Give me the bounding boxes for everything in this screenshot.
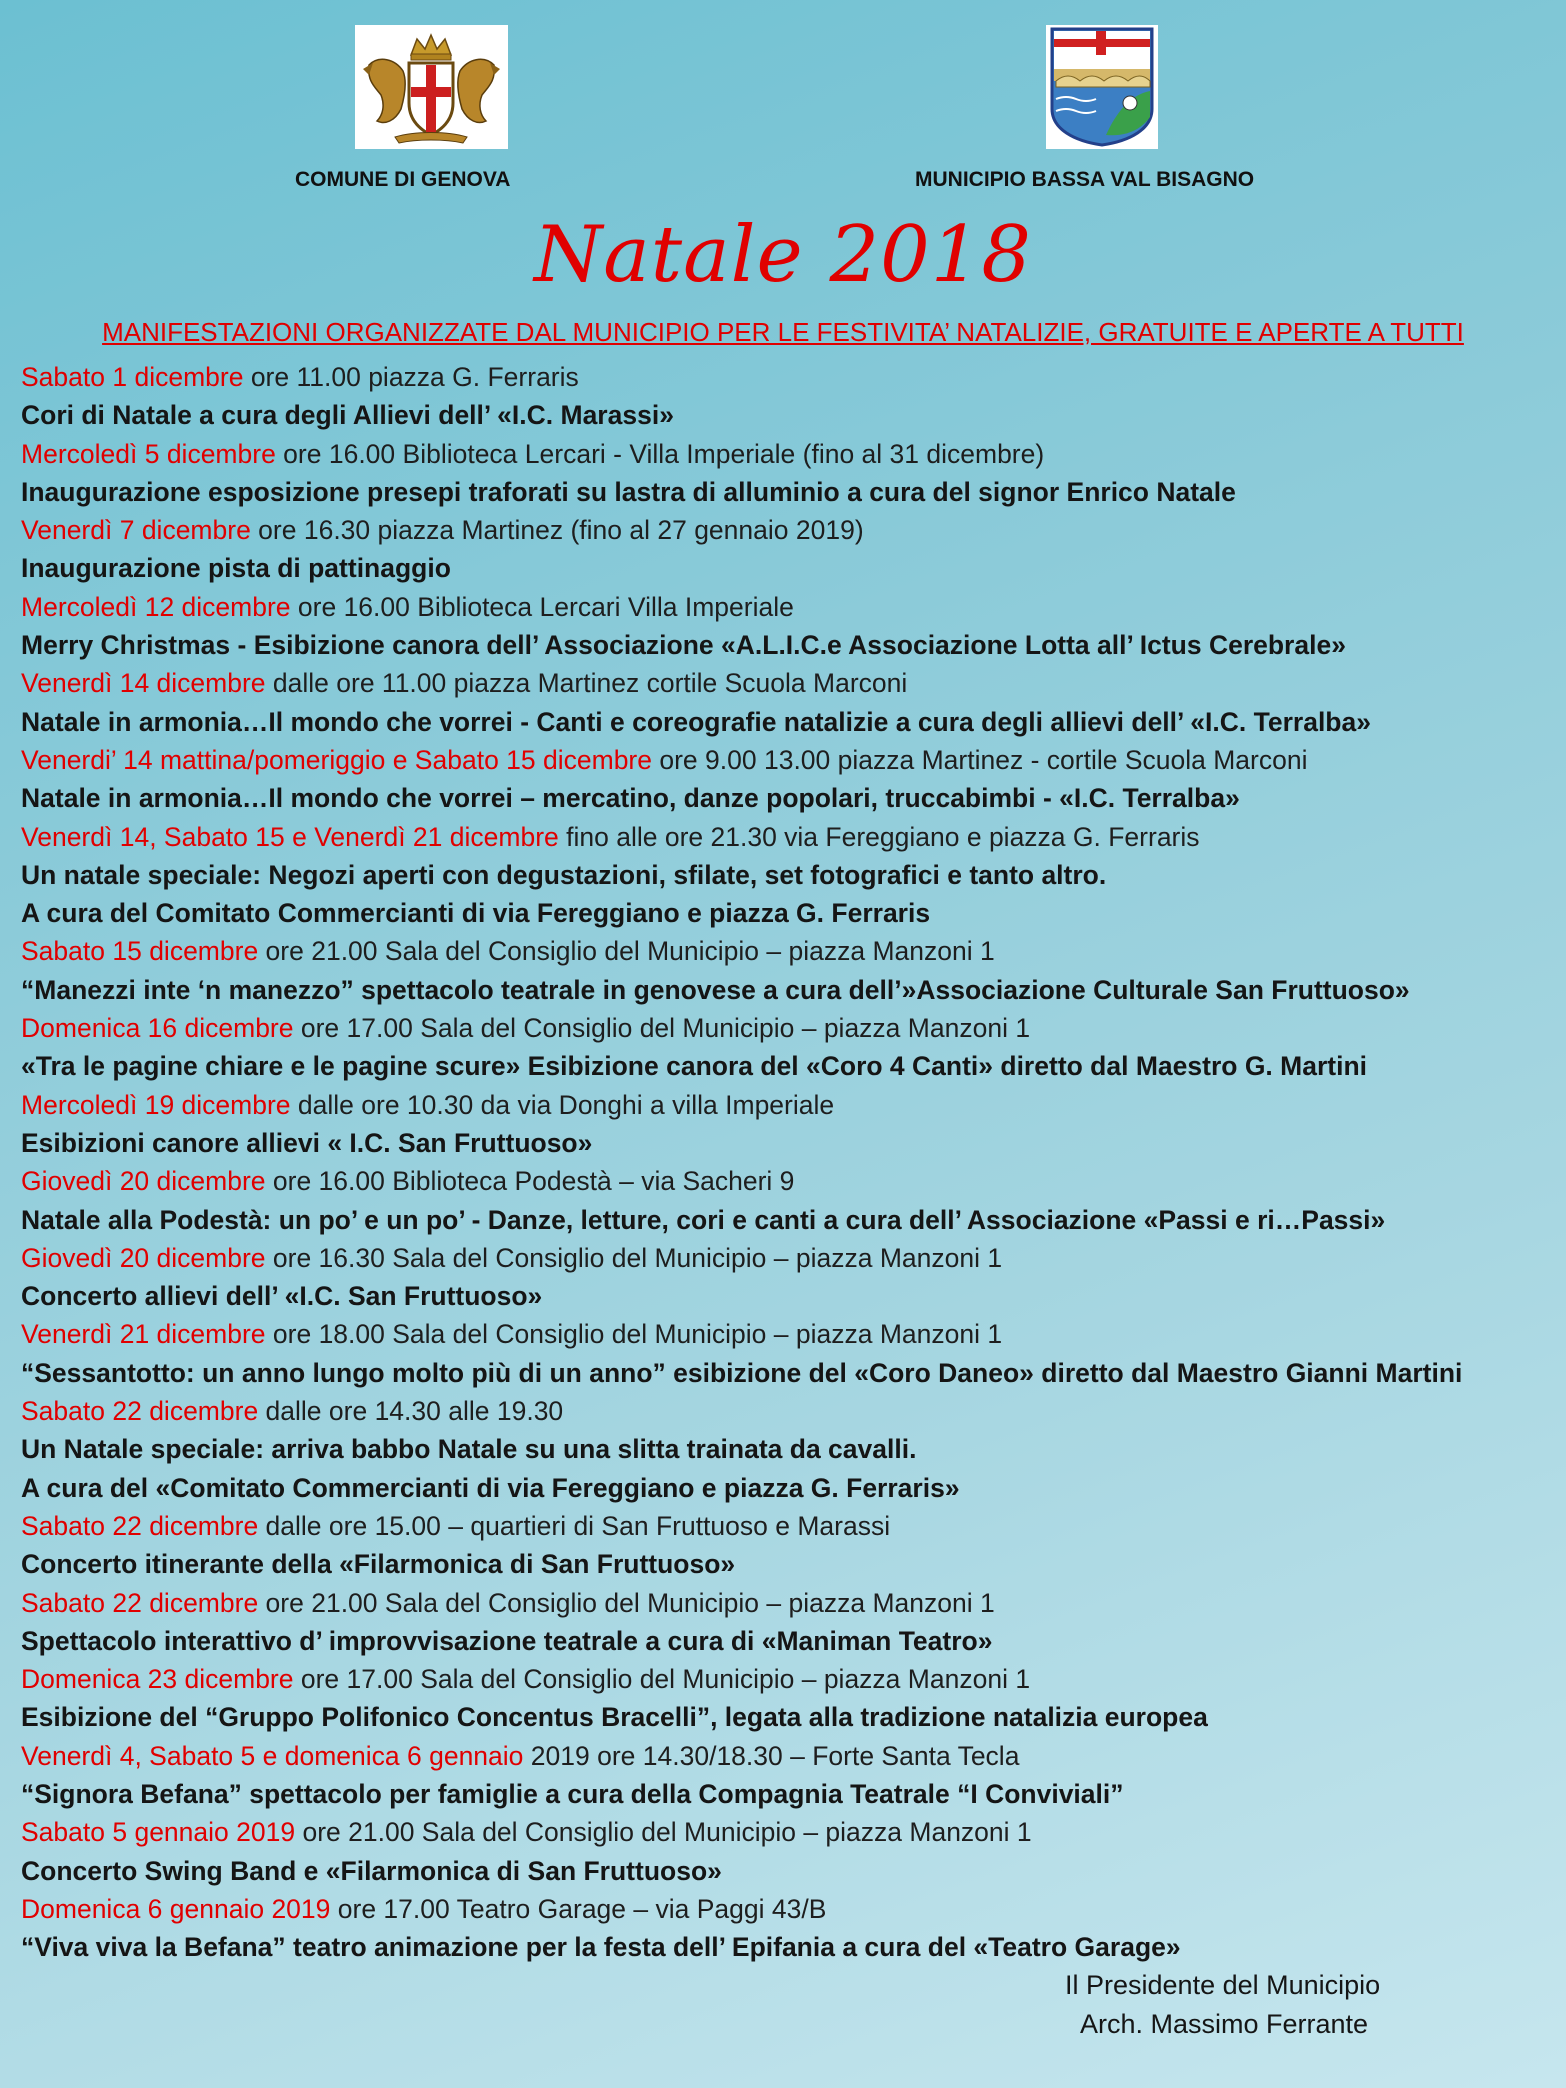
event-description: Natale in armonia…Il mondo che vorrei – mercatino, danze popolari, truccabimbi - «I.C. Terralba» — [21, 783, 1240, 814]
event-date: Sabato 22 dicembre — [21, 1396, 259, 1427]
event-date: Mercoledì 5 dicembre — [21, 438, 276, 469]
event-time-location: ore 16.00 Biblioteca Podestà – via Sacheri 9 — [265, 1166, 795, 1197]
event-time-location: ore 16.30 piazza Martinez (fino al 27 gennaio 2019) — [250, 515, 864, 546]
event-date: Sabato 15 dicembre — [21, 936, 259, 967]
event-time-location: dalle ore 10.30 da via Donghi a villa Imperiale — [290, 1089, 835, 1120]
event-description-continued: A cura del Comitato Commercianti di via Fereggiano e piazza G. Ferraris — [21, 898, 931, 929]
event-description: “Viva viva la Befana” teatro animazione per la festa dell’ Epifania a cura del «Teatro Garage» — [21, 1932, 1181, 1963]
event-time-location: ore 16.30 Sala del Consiglio del Municipio – piazza Manzoni 1 — [265, 1242, 1003, 1273]
comune-di-genova-label: COMUNE DI GENOVA — [295, 168, 511, 191]
event-time-location: ore 21.00 Sala del Consiglio del Municipio – piazza Manzoni 1 — [258, 936, 995, 967]
event-time-location: dalle ore 15.00 – quartieri di San Fruttuoso e Marassi — [258, 1510, 891, 1541]
event-time-location: ore 21.00 Sala del Consiglio del Municipio – piazza Manzoni 1 — [295, 1817, 1032, 1848]
event-description: Un Natale speciale: arriva babbo Natale su una slitta trainata da cavalli. — [21, 1434, 917, 1465]
event-date: Sabato 5 gennaio 2019 — [21, 1817, 296, 1848]
event-date: Sabato 1 dicembre — [21, 362, 244, 392]
event-description: Esibizione del “Gruppo Polifonico Concentus Bracelli”, legata alla tradizione natalizia europea — [21, 1702, 1208, 1733]
event-date-line — [21, 1507, 1551, 1545]
event-date: Venerdi’ 14 mattina/pomeriggio e Sabato 15 dicembre — [21, 744, 652, 775]
event-date-line — [21, 588, 1551, 626]
event-time-location: ore 16.00 Biblioteca Lercari - Villa Imperiale (fino al 31 dicembre) — [275, 438, 1045, 469]
event-description: Merry Christmas - Esibizione canora dell’ Associazione «A.L.I.C.e Associazione Lotta all’ Ictus Cerebrale» — [21, 630, 1346, 661]
event-date-line — [21, 1086, 1551, 1124]
event-time-location: fino alle ore 21.30 via Fereggiano e piazza G. Ferraris — [558, 821, 1200, 852]
event-date: Venerdì 4, Sabato 5 e domenica 6 gennaio — [21, 1740, 524, 1771]
event-date: Domenica 23 dicembre — [21, 1664, 294, 1695]
event-time-location: ore 17.00 Sala del Consiglio del Municipio – piazza Manzoni 1 — [293, 1013, 1031, 1044]
event-description: Concerto itinerante della «Filarmonica di San Fruttuoso» — [21, 1549, 736, 1580]
event-date-line — [21, 435, 1551, 473]
event-date: Domenica 6 gennaio 2019 — [21, 1893, 331, 1924]
event-date-line — [21, 664, 1551, 702]
event-date: Venerdì 7 dicembre — [21, 515, 251, 546]
event-description: Inaugurazione pista di pattinaggio — [21, 553, 451, 584]
event-time-location: ore 17.00 Sala del Consiglio del Municipio – piazza Manzoni 1 — [293, 1664, 1031, 1695]
event-description: “Sessantotto: un anno lungo molto più di un anno” esibizione del «Coro Daneo» diretto dal Maestro Gianni Martini — [21, 1357, 1463, 1388]
event-date-line — [21, 1813, 1551, 1851]
event-date-line — [21, 1737, 1551, 1775]
event-description: Esibizioni canore allievi « I.C. San Fruttuoso» — [21, 1127, 593, 1158]
event-date: Venerdì 14 dicembre — [21, 668, 266, 699]
event-date: Giovedì 20 dicembre — [21, 1242, 266, 1273]
event-description: Un natale speciale: Negozi aperti con degustazioni, sfilate, set fotografici e tanto altro. — [21, 859, 1107, 890]
event-description: “Manezzi inte ‘n manezzo” spettacolo teatrale in genovese a cura dell’»Associazione Culturale San Fruttuoso» — [21, 974, 1410, 1005]
event-description: Concerto allievi dell’ «I.C. San Fruttuoso» — [21, 1281, 543, 1312]
event-date-line — [21, 1239, 1551, 1277]
event-description: Natale in armonia…Il mondo che vorrei - Canti e coreografie natalizie a cura degli allievi dell’ «I.C. Terralba» — [21, 706, 1371, 737]
genova-coat-of-arms-icon — [355, 25, 508, 149]
event-date: Mercoledì 19 dicembre — [21, 1089, 291, 1120]
municipio-label: MUNICIPIO BASSA VAL BISAGNO — [915, 168, 1255, 191]
event-description: Cori di Natale a cura degli Allievi dell’ «I.C. Marassi» — [21, 400, 674, 431]
event-description: Concerto Swing Band e «Filarmonica di San Fruttuoso» — [21, 1855, 722, 1886]
event-date-line — [21, 358, 1551, 396]
signature-name: Arch. Massimo Ferrante — [1080, 2009, 1369, 2039]
event-date-line — [21, 1162, 1551, 1200]
event-date-line — [21, 1584, 1551, 1622]
event-date-line — [21, 1009, 1551, 1047]
signature-title: Il Presidente del Municipio — [1065, 1970, 1381, 2000]
event-date-line — [21, 1315, 1551, 1353]
event-description: «Tra le pagine chiare e le pagine scure» Esibizione canora del «Coro 4 Canti» diretto dal Maestro G. Martini — [21, 1051, 1368, 1082]
event-date-line — [21, 932, 1551, 970]
event-date-line — [21, 741, 1551, 779]
event-time-location: ore 9.00 13.00 piazza Martinez - cortile Scuola Marconi — [652, 744, 1308, 775]
municipio-coat-of-arms-icon — [1046, 25, 1158, 149]
event-time-location: ore 18.00 Sala del Consiglio del Municipio – piazza Manzoni 1 — [265, 1319, 1003, 1350]
event-date-line — [21, 1392, 1551, 1430]
event-description: Inaugurazione esposizione presepi traforati su lastra di alluminio a cura del signor Enrico Natale — [21, 476, 1236, 507]
event-date-line — [21, 1660, 1551, 1698]
event-date: Sabato 22 dicembre — [21, 1510, 259, 1541]
event-time-location: ore 11.00 piazza G. Ferraris — [243, 362, 579, 392]
page-title: Natale 2018 — [533, 210, 1032, 300]
event-description: Natale alla Podestà: un po’ e un po’ - Danze, letture, cori e canti a cura dell’ Associazione «Passi e ri…Passi» — [21, 1204, 1386, 1235]
event-time-location: ore 17.00 Teatro Garage – via Paggi 43/B — [330, 1893, 827, 1924]
event-date: Venerdì 21 dicembre — [21, 1319, 266, 1350]
events-list — [21, 358, 1551, 1966]
event-description: “Signora Befana” spettacolo per famiglie a cura della Compagnia Teatrale “I Conviviali” — [21, 1778, 1124, 1809]
event-date-line — [21, 818, 1551, 856]
event-date-line — [21, 511, 1551, 549]
event-description: Spettacolo interattivo d’ improvvisazione teatrale a cura di «Maniman Teatro» — [21, 1625, 993, 1656]
event-date: Mercoledì 12 dicembre — [21, 591, 291, 622]
event-date-line — [21, 1890, 1551, 1928]
event-time-location: ore 16.00 Biblioteca Lercari Villa Imperiale — [290, 591, 794, 622]
event-description-continued: A cura del «Comitato Commercianti di via Fereggiano e piazza G. Ferraris» — [21, 1472, 960, 1503]
page-subtitle: MANIFESTAZIONI ORGANIZZATE DAL MUNICIPIO PER LE FESTIVITA’ NATALIZIE, GRATUITE E APERTE A TUTTI — [102, 317, 1464, 347]
event-time-location: ore 21.00 Sala del Consiglio del Municipio – piazza Manzoni 1 — [258, 1587, 995, 1618]
event-date: Venerdì 14, Sabato 15 e Venerdì 21 dicembre — [21, 821, 559, 852]
event-time-location: dalle ore 11.00 piazza Martinez cortile Scuola Marconi — [265, 668, 908, 699]
event-date: Sabato 22 dicembre — [21, 1587, 259, 1618]
event-date: Domenica 16 dicembre — [21, 1013, 294, 1044]
event-time-location: 2019 ore 14.30/18.30 – Forte Santa Tecla — [523, 1740, 1020, 1771]
signature-block — [1065, 1966, 1380, 2044]
event-date: Giovedì 20 dicembre — [21, 1166, 266, 1197]
event-time-location: dalle ore 14.30 alle 19.30 — [258, 1396, 564, 1427]
